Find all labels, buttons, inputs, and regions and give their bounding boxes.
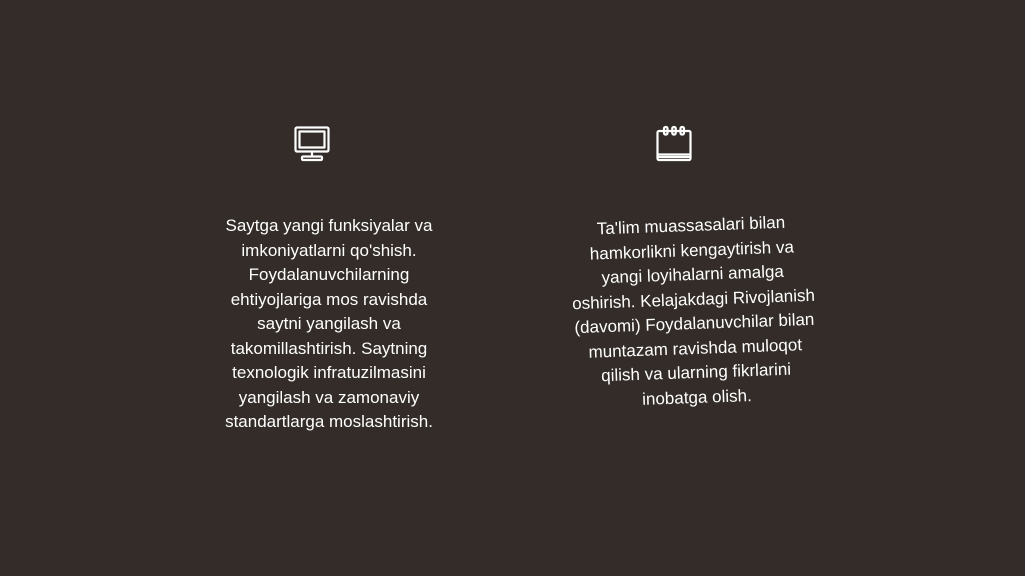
- notebook-icon: [655, 125, 693, 163]
- monitor-icon: [293, 125, 331, 163]
- left-description: Saytga yangi funksiyalar va imkoniyatlarni qo'shish. Foydalanuvchilarning ehtiyojlariga mos ravishda saytni yangilash va takomillashtirish. Saytning texnologik infratuzilmasini yangilash va zamonaviy standartlarga moslashtirish.: [225, 216, 433, 431]
- right-description: Ta'lim muassasalari bilan hamkorlikni kengaytirish va yangi loyihalarni amalga oshirish. Kelajakdagi Rivojlanish (davomi) Foydalanuvchilar bilan muntazam ravishda muloqot qilish va ularning fikrlarini inobatga olish.: [571, 212, 816, 409]
